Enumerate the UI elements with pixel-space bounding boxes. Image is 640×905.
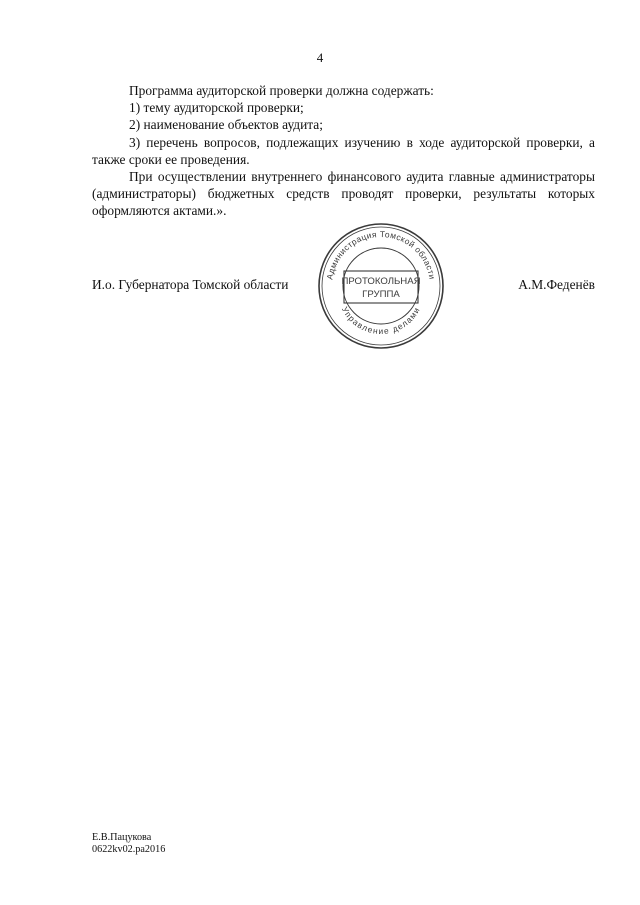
document-body [92, 82, 595, 220]
seal-center-line-1: ПРОТОКОЛЬНАЯ [341, 276, 421, 287]
page-number: 4 [316, 50, 324, 65]
audit-program-item-2: 2) наименование объектов аудита; [129, 117, 323, 133]
document-code: 0622kv02.pa2016 [92, 844, 166, 856]
signatory-name: А.М.Феденёв [518, 277, 595, 292]
executor-name: Е.В.Пацукова [92, 832, 152, 843]
audit-program-item-3: 3) перечень вопросов, подлежащих изучению в ходе аудиторской проверки, а также сроки ее проведения. [92, 134, 595, 167]
document-footer [92, 832, 165, 857]
audit-results-paragraph: При осуществлении внутреннего финансового аудита главные администраторы (администраторы) бюджетных средств проводят проверки, результаты которых оформляются актами.». [92, 169, 595, 219]
audit-program-intro: Программа аудиторской проверки должна содержать: [129, 83, 434, 98]
signatory-position: И.о. Губернатора Томской области [92, 277, 289, 292]
audit-program-item-1: 1) тему аудиторской проверки; [129, 100, 304, 116]
seal-ring-text-top: Администрация Томской области [324, 228, 438, 281]
seal-ring-text-bottom: Управление делами [339, 304, 423, 337]
seal-center-line-2: ГРУППА [362, 289, 400, 300]
protocol-group-seal [316, 221, 446, 351]
